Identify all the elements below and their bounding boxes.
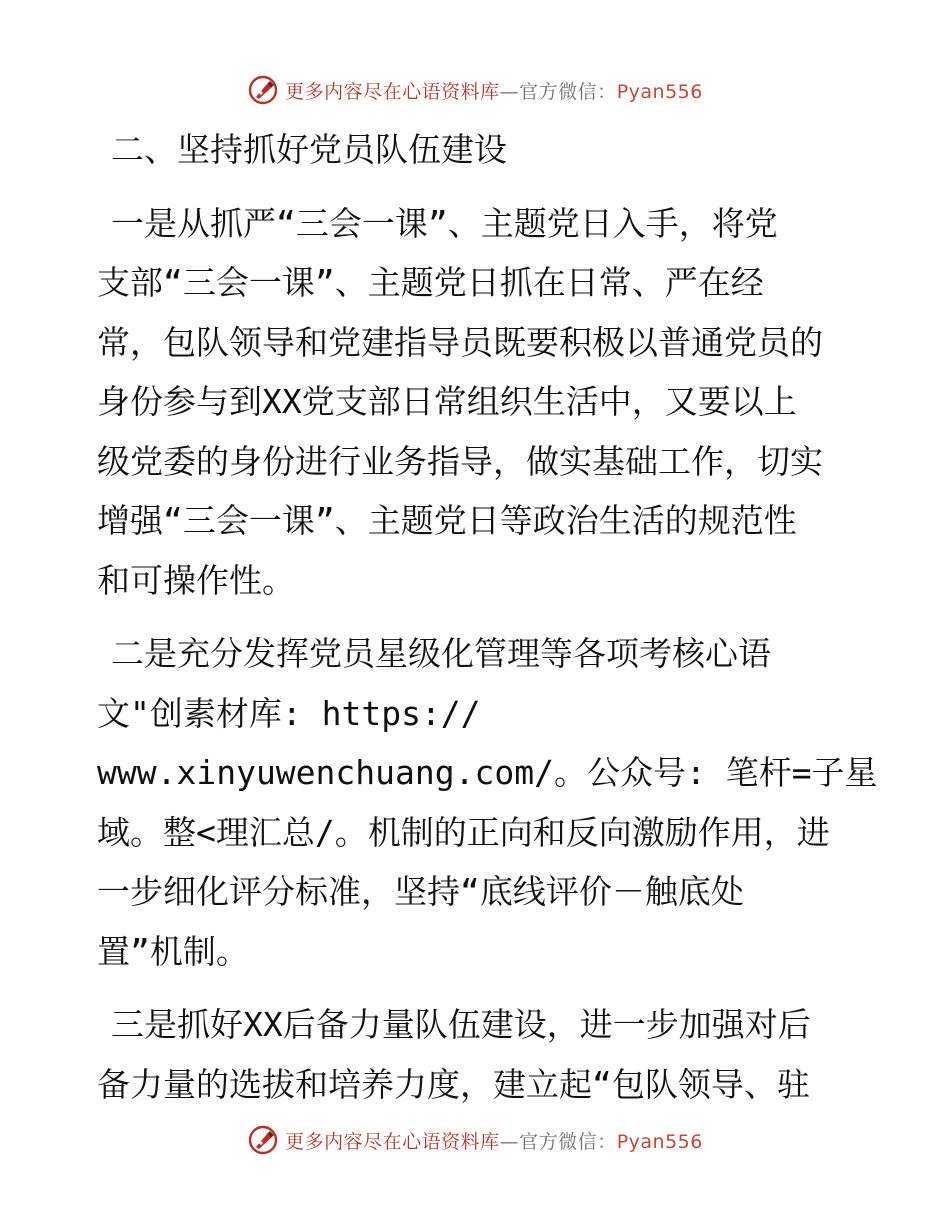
text-line: 文"创素材库: https:// (97, 693, 481, 733)
footer-wechat-id: Pyan556 (616, 1130, 703, 1153)
footer-wechat-label: 官方微信： (519, 1130, 617, 1153)
header-banner-text (285, 77, 703, 104)
footer-separator: — (499, 1130, 520, 1153)
footer-site-text: 更多内容尽在心语资料库 (285, 1130, 500, 1153)
text-line: 置”机制。 (97, 931, 249, 971)
document-body (97, 120, 878, 1128)
pen-nib-logo-icon (247, 1124, 279, 1156)
text-line: 增强“三会一课”、主题党日等政治生活的规范性 (97, 501, 797, 540)
text-line: 和可操作性。 (97, 560, 295, 600)
header-wechat-label: 官方微信： (519, 80, 617, 103)
text-line: 三是抓好XX后备力量队伍建设，进一步加强对后 (111, 1005, 811, 1044)
text-line: 身份参与到XX党支部日常组织生活中，又要以上 (97, 382, 797, 421)
text-line: 支部“三会一课”、主题党日抓在日常、严在经 (97, 263, 764, 302)
header-site-text: 更多内容尽在心语资料库 (285, 80, 500, 103)
pen-nib-logo-icon (247, 74, 279, 106)
header-banner (0, 72, 950, 108)
header-wechat-id: Pyan556 (616, 80, 703, 103)
text-line: 一是从抓严“三会一课”、主题党日入手，将党 (111, 203, 778, 243)
text-line: 备力量的选拔和培养力度，建立起“包队领导、驻 (97, 1064, 810, 1104)
section-heading: 二、坚持抓好党员队伍建设 (111, 130, 507, 169)
text-line: www.xinyuwenchuang.com/。公众号: 笔杆=子星 (97, 753, 878, 792)
paragraph-3 (97, 995, 857, 1114)
text-line: 域。整<理汇总/。机制的正向和反向激励作用，进 (97, 812, 830, 852)
header-separator: — (499, 80, 520, 103)
footer-banner (0, 1122, 950, 1158)
paragraph-1 (97, 194, 857, 611)
text-line: 二是充分发挥党员星级化管理等各项考核心语 (111, 634, 771, 673)
text-line: 级党委的身份进行业务指导，做实基础工作，切实 (97, 441, 823, 481)
text-line: 常，包队领导和党建指导员既要积极以普通党员的 (97, 322, 823, 362)
paragraph-2 (97, 624, 878, 981)
text-line: 一步细化评分标准，坚持“底线评价－触底处 (97, 872, 744, 911)
footer-banner-text (285, 1127, 703, 1154)
